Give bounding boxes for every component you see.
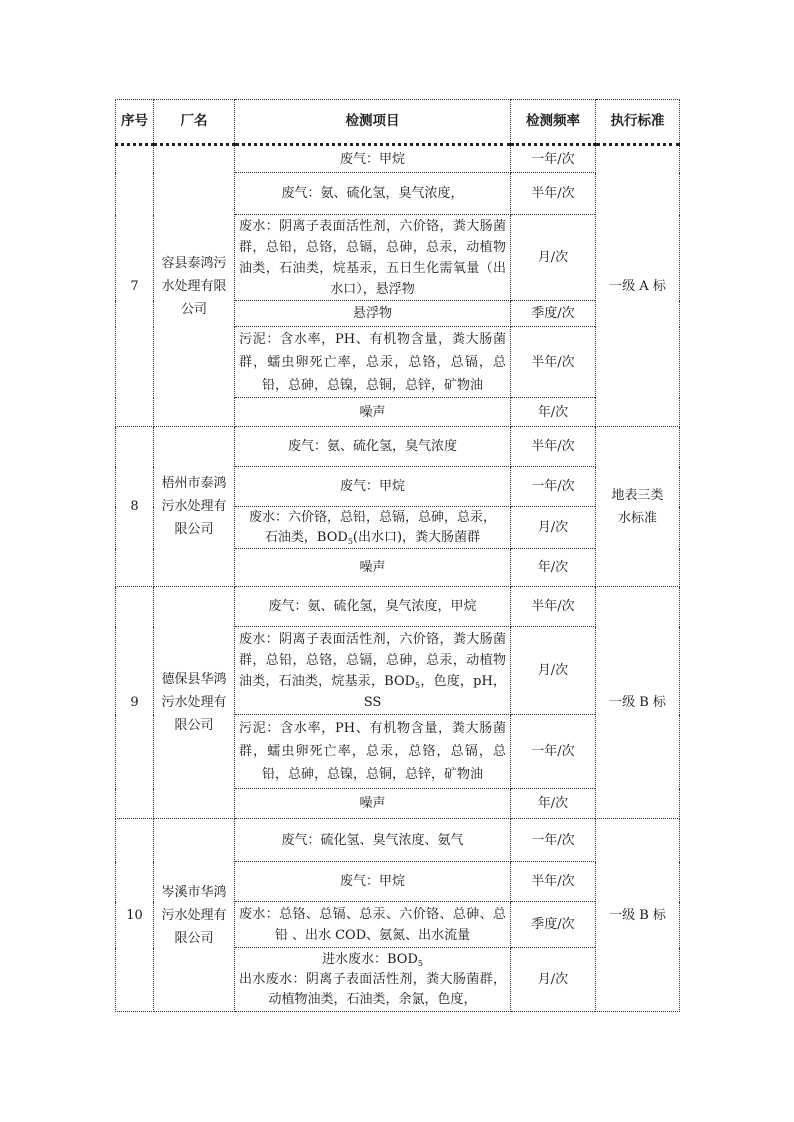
standard: 一级 B 标 [596, 819, 680, 1012]
company-name: 德保县华鸿污水处理有限公司 [154, 587, 235, 819]
monitoring-items: 废水：总铬、总镉、总汞、六价铬、总砷、总铅 、出水 COD、氨氮、出水流量 [235, 902, 511, 948]
row-no: 7 [116, 145, 154, 427]
items-line: 废水：六价铬，总铅，总镉，总砷，总汞， [248, 509, 496, 525]
monitoring-frequency: 月/次 [511, 948, 596, 1012]
monitoring-frequency: 季度/次 [511, 301, 596, 327]
table-header-row [116, 100, 680, 145]
header-items: 检测项目 [235, 100, 511, 145]
monitoring-items: 悬浮物 [235, 301, 511, 327]
monitoring-items [235, 507, 511, 549]
monitoring-frequency: 半年/次 [511, 862, 596, 902]
standard: 一级 A 标 [596, 145, 680, 427]
monitoring-items: 噪声 [235, 398, 511, 427]
table-row [116, 427, 680, 467]
monitoring-items: 废水：阴离子表面活性剂，六价铬，粪大肠菌群，总铅，总铬，总镉，总砷，总汞，动植物油类，石油类，烷基汞，五日生化需氧量（出水口），悬浮物 [235, 215, 511, 301]
company-name: 容县泰鸿污水处理有限公司 [154, 145, 235, 427]
monitoring-frequency: 半年/次 [511, 173, 596, 215]
monitoring-frequency: 半年/次 [511, 587, 596, 627]
monitoring-frequency: 年/次 [511, 789, 596, 819]
monitoring-items: 废气：甲烷 [235, 862, 511, 902]
monitoring-items: 污泥：含水率，PH、有机物含量，粪大肠菌群，蠕虫卵死亡率，总汞，总铬，总镉，总铅，总砷，总镍，总铜，总锌，矿物油 [235, 715, 511, 789]
header-no: 序号 [116, 100, 154, 145]
company-name: 梧州市泰鸿污水处理有限公司 [154, 427, 235, 587]
monitoring-frequency: 半年/次 [511, 327, 596, 398]
monitoring-frequency: 一年/次 [511, 467, 596, 507]
standard: 一级 B 标 [596, 587, 680, 819]
monitoring-table [115, 99, 680, 1012]
header-standard: 执行标准 [596, 100, 680, 145]
monitoring-items: 废气：硫化氢、臭气浓度、氨气 [235, 819, 511, 862]
items-line: 石油类，$BOD_5$(出水口)，粪大肠菌群 [264, 529, 481, 546]
monitoring-items: 废气：甲烷 [235, 145, 511, 173]
monitoring-frequency: 月/次 [511, 507, 596, 549]
items-line: 出水废水：阴离子表面活性剂，粪大肠菌群，动植物油类，石油类，余氯，色度， [239, 971, 506, 1007]
monitoring-frequency: 年/次 [511, 549, 596, 587]
monitoring-items: 废气：氨、硫化氢，臭气浓度，甲烷 [235, 587, 511, 627]
monitoring-items: 废水：阴离子表面活性剂，六价铬，粪大肠菌群，总铅，总铬，总镉，总砷，总汞，动植物油类，石油类，烷基汞，$BOD_5$，色度，pH，SS [235, 627, 511, 715]
header-freq: 检测频率 [511, 100, 596, 145]
items-line: 进水废水：$BOD_5$ [322, 951, 423, 968]
monitoring-frequency: 半年/次 [511, 427, 596, 467]
monitoring-items: 污泥：含水率，PH、有机物含量，粪大肠菌群，蠕虫卵死亡率，总汞，总铬，总镉，总铅，总砷，总镍，总铜，总锌，矿物油 [235, 327, 511, 398]
monitoring-items: 废气：甲烷 [235, 467, 511, 507]
monitoring-items: 废气：氨、硫化氢，臭气浓度 [235, 427, 511, 467]
company-name: 岑溪市华鸿污水处理有限公司 [154, 819, 235, 1012]
header-name: 厂名 [154, 100, 235, 145]
monitoring-frequency: 月/次 [511, 215, 596, 301]
row-no: 8 [116, 427, 154, 587]
standard: 地表三类水标准 [596, 427, 680, 587]
monitoring-frequency: 一年/次 [511, 145, 596, 173]
monitoring-frequency: 月/次 [511, 627, 596, 715]
row-no: 9 [116, 587, 154, 819]
table-row [116, 819, 680, 862]
monitoring-items: 废气：氨、硫化氢，臭气浓度， [235, 173, 511, 215]
monitoring-items: 噪声 [235, 789, 511, 819]
monitoring-frequency: 年/次 [511, 398, 596, 427]
monitoring-items: 噪声 [235, 549, 511, 587]
table-row [116, 587, 680, 627]
table-row [116, 145, 680, 173]
monitoring-items [235, 948, 511, 1012]
row-no: 10 [116, 819, 154, 1012]
monitoring-frequency: 季度/次 [511, 902, 596, 948]
monitoring-frequency: 一年/次 [511, 715, 596, 789]
monitoring-frequency: 一年/次 [511, 819, 596, 862]
